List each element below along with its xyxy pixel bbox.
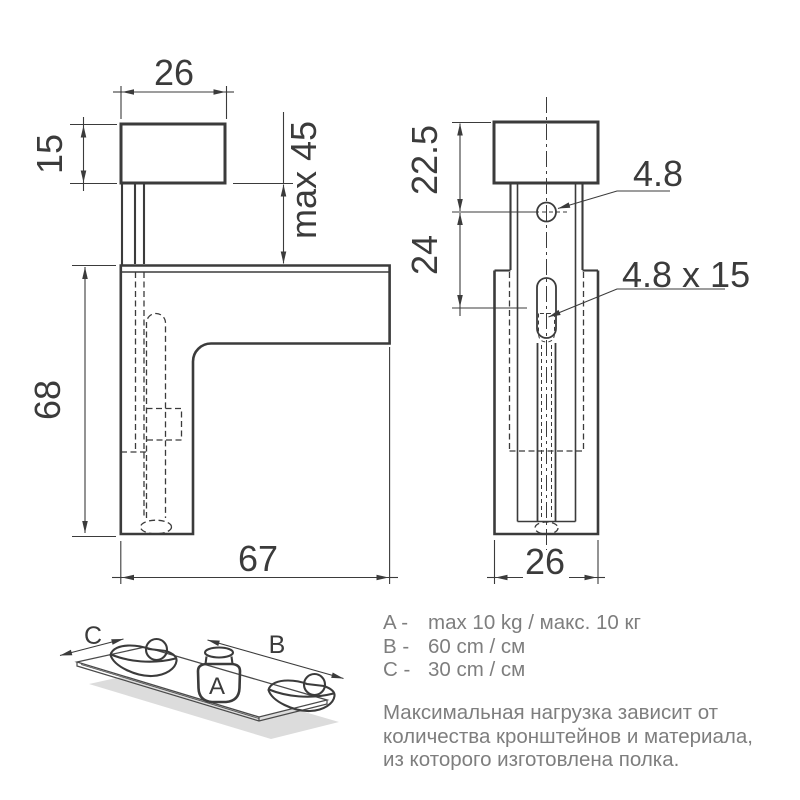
label-load: A xyxy=(208,673,226,700)
note-line: Максимальная нагрузка зависит от xyxy=(383,701,719,724)
weight-neck xyxy=(232,657,233,665)
legend-row-a xyxy=(383,611,641,635)
label-length: B xyxy=(268,631,286,659)
legend-row-c xyxy=(383,658,641,682)
legend-value: 30 cm / см xyxy=(428,658,526,681)
dim-hole-to-slot: 24 xyxy=(404,234,445,276)
hidden-nut xyxy=(147,409,182,441)
dim-front-width: 26 xyxy=(524,541,566,582)
dim-cap-to-hole: 22.5 xyxy=(404,124,445,196)
hidden-stem-tip xyxy=(141,520,172,534)
dim-depth: 67 xyxy=(237,538,279,579)
legend-key: B - xyxy=(383,634,410,658)
legend-value: 60 cm / см xyxy=(428,634,526,658)
spec-legend xyxy=(383,611,641,682)
dim-max-opening: max 45 xyxy=(283,120,324,240)
hidden-channel xyxy=(147,314,166,519)
legend-key: A - xyxy=(383,611,409,634)
side-view-drawing xyxy=(27,52,398,584)
label-slot-size: 4.8 x 15 xyxy=(622,254,751,295)
dim-cap-height: 15 xyxy=(29,133,70,175)
load-note xyxy=(383,701,753,772)
iso-view-drawing xyxy=(60,622,344,739)
note-line: из которого изготовлена полка. xyxy=(383,748,680,771)
side-body-outline xyxy=(121,266,390,535)
legend-value: max 10 kg / макс. 10 кг xyxy=(428,611,641,634)
dim-top-width: 26 xyxy=(153,52,195,93)
note-line: количества кронштейнов и материала, xyxy=(383,724,753,748)
label-depth: C xyxy=(83,622,103,650)
label-hole-diameter: 4.8 xyxy=(633,153,684,194)
front-view-drawing xyxy=(404,97,750,584)
side-cap xyxy=(121,124,225,183)
weight-neck xyxy=(206,657,207,665)
weight-cap xyxy=(205,648,233,658)
legend-key: C - xyxy=(383,658,411,681)
dim-body-height: 68 xyxy=(27,379,68,421)
legend-row-b xyxy=(383,635,641,659)
